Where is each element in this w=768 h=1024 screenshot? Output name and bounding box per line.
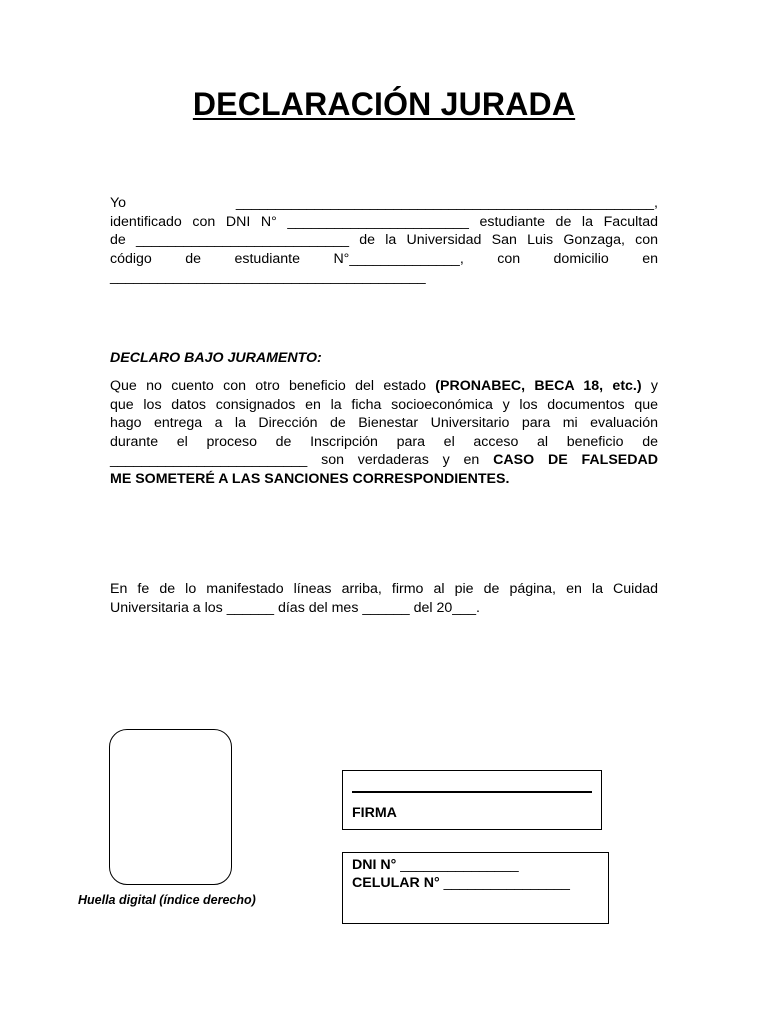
declaration-text: Que no cuento con otro beneficio del estado [110,378,436,394]
signature-box [342,770,602,830]
dni-blank: _______________ [400,857,519,873]
name-blank: _____________________________________________________, [235,195,658,211]
celular-line [352,875,570,891]
document-title: DECLARACIÓN JURADA [192,86,576,122]
declaration-line [110,470,658,489]
closing-line: En fe de lo manifestado líneas arriba, firmo al pie de página, en la Cuidad [110,581,658,597]
intro-line: identificado con DNI N° _______________________ estudiante de la Facultad [110,213,658,230]
benefit-blank: _________________________ son verdaderas y en [110,452,494,468]
intro-word: con [497,250,521,267]
intro-word: en [642,250,658,267]
student-code-blank: N°______________, [333,250,464,267]
declaration-paragraph [110,377,658,488]
declaration-text: y [641,378,659,394]
thumbprint-box [109,729,232,885]
intro-line: de ___________________________ de la Universidad San Luis Gonzaga, con [110,232,658,248]
intro-paragraph [110,194,658,287]
closing-paragraph [110,580,658,617]
dni-label: DNI N° [352,857,397,873]
declaration-line: que los datos consignados en la ficha socioeconómica y los documentos que [110,396,658,413]
declaration-bold-text: ME SOMETERÉ A LAS SANCIONES CORRESPONDIENTES. [110,470,510,487]
closing-line: Universitaria a los ______ días del mes ______ del 20___. [110,599,480,616]
celular-label: CELULAR N° [352,875,440,891]
intro-text: Yo [110,195,127,211]
declaration-bold-text: (PRONABEC, BECA 18, etc.) [435,378,642,394]
intro-word: estudiante [234,250,300,267]
intro-word: código [110,250,152,267]
declaration-line: hago entrega a la Dirección de Bienestar Universitario para mi evaluación [110,415,658,431]
address-blank: ________________________________________ [110,269,426,285]
declaration-heading: DECLARO BAJO JURAMENTO: [110,350,322,366]
declaration-line [110,451,658,470]
intro-line [110,194,658,213]
id-info-box [342,852,609,924]
dni-line [352,857,519,873]
declaration-bold-text: CASO DE FALSEDAD [493,452,658,468]
declaration-line [110,377,658,396]
intro-line [110,250,658,269]
signature-line [352,791,592,793]
signature-label: FIRMA [352,805,397,821]
intro-word: de [185,250,202,267]
declaration-line: durante el proceso de Inscripción para el acceso al beneficio de [110,433,658,450]
celular-blank: ________________ [443,875,570,891]
thumbprint-label: Huella digital (índice derecho) [78,893,256,907]
intro-word: domicilio [553,250,609,267]
